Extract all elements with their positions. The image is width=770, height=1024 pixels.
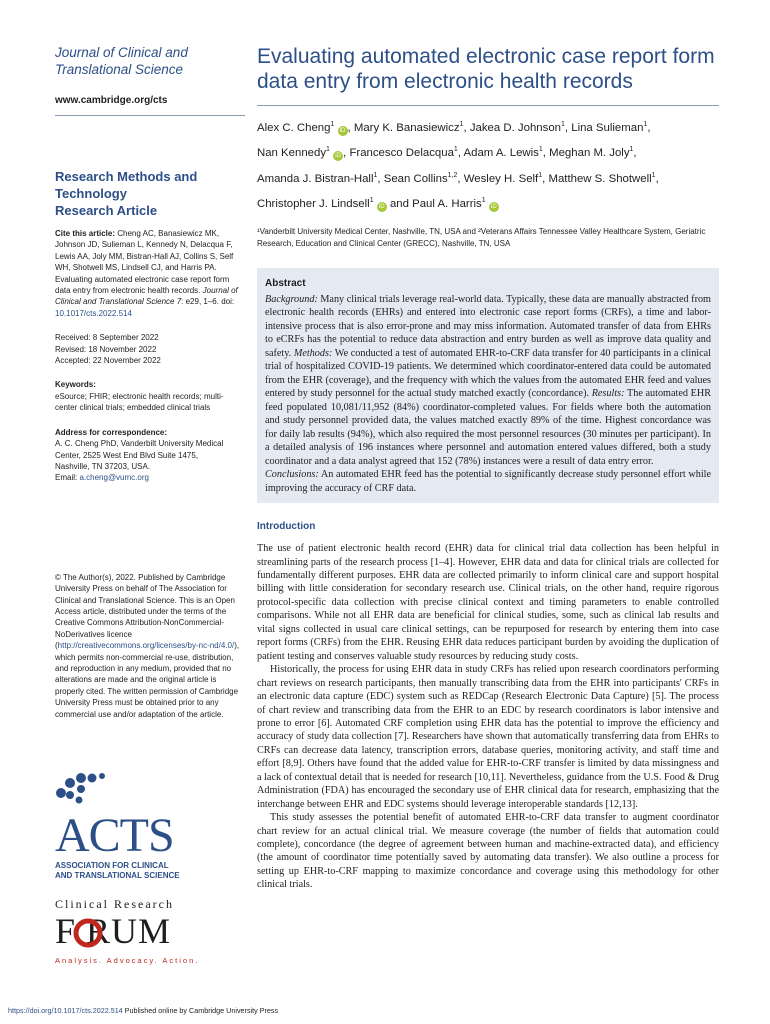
article-dates: Received: 8 September 2022 Revised: 18 November 2022 Accepted: 22 November 2022: [55, 333, 161, 366]
paragraph: The use of patient electronic health record (EHR) data for clinical trial data collection has been helpful in streamlining parts of the research process [1–4]. However, EHR data and data for clinical trials are collected for fundamentally different purposes. EHR data are collected primarily to inform clinical care and support hospital billing with little consideration for secondary research use. Clinical trials, on the other hand, require rigorous protocol-specific data collection with precise clinical context and timing parameters to enable controlled comparisons. While not all EHR data are beneficial for clinical studies, some, such as clinical lab results and vital signs collected in usual care clinical settings, can be repurposed for research by entering them into case report forms (CRFs) from the EHR. Reusing EHR data reduces participant burden by avoiding the duplication of patient testing and conserves valuable study resources by reducing study costs.: [257, 543, 719, 662]
acts-dots-icon: [55, 772, 105, 814]
author-line: Nan Kennedy$^1$ iD , Francesco Delacqua$^1$, Adam A. Lewis$^1$, Meghan M. Joly$^1$,: [257, 146, 637, 160]
main-content: [257, 44, 719, 892]
page-footer: https://doi.org/10.1017/cts.2022.514 Published online by Cambridge University Press: [8, 1006, 279, 1015]
clinical-research-forum-logo: Clinical Research F RUM Analysis. Advocacy. Action.: [55, 897, 200, 965]
correspondence: Address for correspondence: A. C. Cheng PhD, Vanderbilt University Medical Center, 2525 West End Blvd Suite 1475, Nashville, TN 37203, USA. Email: a.cheng@vumc.org: [55, 427, 224, 483]
citation: Cite this article: Cheng AC, Banasiewicz MK, Johnson JD, Sulieman L, Kennedy N, Delacqua F, Lewis AA, Joly MM, Bistran-Hall AJ, Collins S, Self WH, Shotwell MS, Lindsell CJ, and Harris PA. Evaluating automated electronic case report form data entry from electronic health records. Journal of Clinical and Translational Science 7: e29, 1–6. doi: 10.1017/cts.2022.514: [55, 229, 238, 318]
acts-logo: ACTS ASSOCIATION FOR CLINICAL AND TRANSLATIONAL SCIENCE: [55, 772, 245, 881]
journal-website-link[interactable]: www.cambridge.org/cts: [55, 95, 168, 106]
introduction-heading: Introduction: [257, 521, 316, 533]
affiliations: ¹Vanderbilt University Medical Center, Nashville, TN, USA and ²Veterans Affairs Tennessee Valley Healthcare System, Geriatric Research, Education and Clinical Center (GRECC), Nashville, TN, USA: [257, 226, 706, 248]
abstract-box: [257, 268, 719, 504]
orcid-icon[interactable]: iD: [377, 202, 387, 212]
license-notice: © The Author(s), 2022. Published by Cambridge University Press on behalf of The Association for Clinical and Translational Science. This is an Open Access article, distributed under the terms of the Creative Commons Attribution-NonCommercial-NoDerivatives licence (http://creativecommons.org/licenses/by-nc-nd/4.0/), which permits non-commercial re-use, distribution, and reproduction in any medium, provided that no alterations are made and the original article is properly cited. The written permission of Cambridge University Press must be obtained prior to any commercial use and/or adaptation of the article.: [55, 572, 240, 719]
orcid-icon[interactable]: iD: [489, 202, 499, 212]
title-divider: [257, 105, 719, 106]
sidebar: [55, 44, 245, 720]
article-type: Research Methods and Technology Research Article: [55, 169, 198, 218]
citation-doi-link[interactable]: 10.1017/cts.2022.514: [55, 308, 132, 318]
author-line: Christopher J. Lindsell$^1$ iD and Paul A. Harris$^1$ iD: [257, 190, 719, 215]
sidebar-divider: [55, 115, 245, 116]
paragraph: This study assesses the potential benefit of automated EHR-to-CRF data transfer to augment coordinator chart review for an actual clinical trial. We measure coverage (the number of fields that automation could complete), concordance (the degree of agreement between human and machine-extracted data), and efficiency (the amount of coordinator time potentially saved by automating data transfer). We also outline a process for setting up EHR-to-CRF mapping to maximize concordance and coverage using this methodology for other clinical trials.: [257, 812, 719, 891]
license-link[interactable]: http://creativecommons.org/licenses/by-nc-nd/4.0/: [57, 641, 235, 651]
forum-ring-icon: [73, 918, 103, 948]
journal-name: Journal of Clinical and Translational Science: [55, 45, 188, 77]
acts-wordmark: ACTS: [55, 809, 174, 862]
footer-doi-link[interactable]: https://doi.org/10.1017/cts.2022.514: [8, 1006, 123, 1015]
author-list: [257, 114, 719, 216]
article-title: Evaluating automated electronic case report form data entry from electronic health records: [257, 45, 715, 93]
author-line: Alex C. Cheng$^1$ iD , Mary K. Banasiewicz$^1$, Jakea D. Johnson$^1$, Lina Sulieman$^1$,: [257, 121, 651, 134]
author-line: Amanda J. Bistran-Hall$^1$, Sean Collins$^{1,2}$, Wesley H. Self$^1$, Matthew S. Shotwell$^1$,: [257, 171, 659, 185]
keywords: Keywords: eSource; FHIR; electronic health records; multi-center clinical trials; embedded clinical trials: [55, 380, 224, 413]
abstract-heading: Abstract: [265, 277, 306, 289]
orcid-icon[interactable]: iD: [333, 151, 343, 161]
paragraph: Historically, the process for using EHR data in study CRFs has relied upon research coordinators performing chart reviews on research participants, then manually transcribing data from the EHR into participants' CRFs in an electronic data capture (EDC) system such as REDCap (Research Electronic Data Capture) [5]. The process of chart review and transcribing data from the EHR to an EDC by research coordinators is labor intensive and prone to error [6]. Automated CRF completion using EHR data has the potential to improve the efficiency and accuracy of study data collection [7]. Researchers have shown that automatically transferring data from EHRs to CRFs can decrease data latency, transcription errors, database queries, monitoring activity, and staff time and effort [8,9]. Others have found that the added value for EHR-to-CRF transfer is limited by data missingness and a lack of contextual detail that is needed for research [10,11]. Nevertheless, guidance from the U.S. Food & Drug Administration (FDA) has encouraged the secondary use of EHR clinical data for research, emphasizing that the interchange between EHR and EDC systems should leverage interoperable standards [12,13].: [257, 664, 719, 810]
email-link[interactable]: a.cheng@vumc.org: [79, 473, 149, 483]
abstract-text: Background: Many clinical trials leverage real-world data. Typically, these data are manually abstracted from electronic health records (EHRs) and entered into electronic case report forms (CRFs), a time and labor-intensive process that is also error-prone and may miss information. Automated transfer of data from EHRs to eCRFs has the potential to reduce data abstraction and entry burden as well as improve data quality and safety. Methods: We conducted a test of automated EHR-to-CRF data transfer for 40 participants in a clinical trial of hospitalized COVID-19 patients. We determined which coordinator-entered data could be automated from the EHR (coverage), and the frequency with which the values from the automated EHR feed and values entered by study personnel for the actual study matched exactly (concordance). Results: The automated EHR feed populated 10,081/11,952 (84%) coordinator-completed values. For fields where both the automation and study personnel provided data, the values matched exactly 89% of the time. Highest concordance was for daily lab results (94%), which also required the most personnel resources (30 minutes per participant). In a detailed analysis of 196 instances where personnel and automation entered values differed, both a study coordinator and a data analyst agreed that 152 (78%) instances were a result of data entry error. Conclusions: An automated EHR feed has the potential to significantly decrease study personnel effort while improving the accuracy of CRF data.: [265, 293, 711, 494]
introduction-body: [257, 542, 719, 892]
orcid-icon[interactable]: iD: [338, 126, 348, 136]
